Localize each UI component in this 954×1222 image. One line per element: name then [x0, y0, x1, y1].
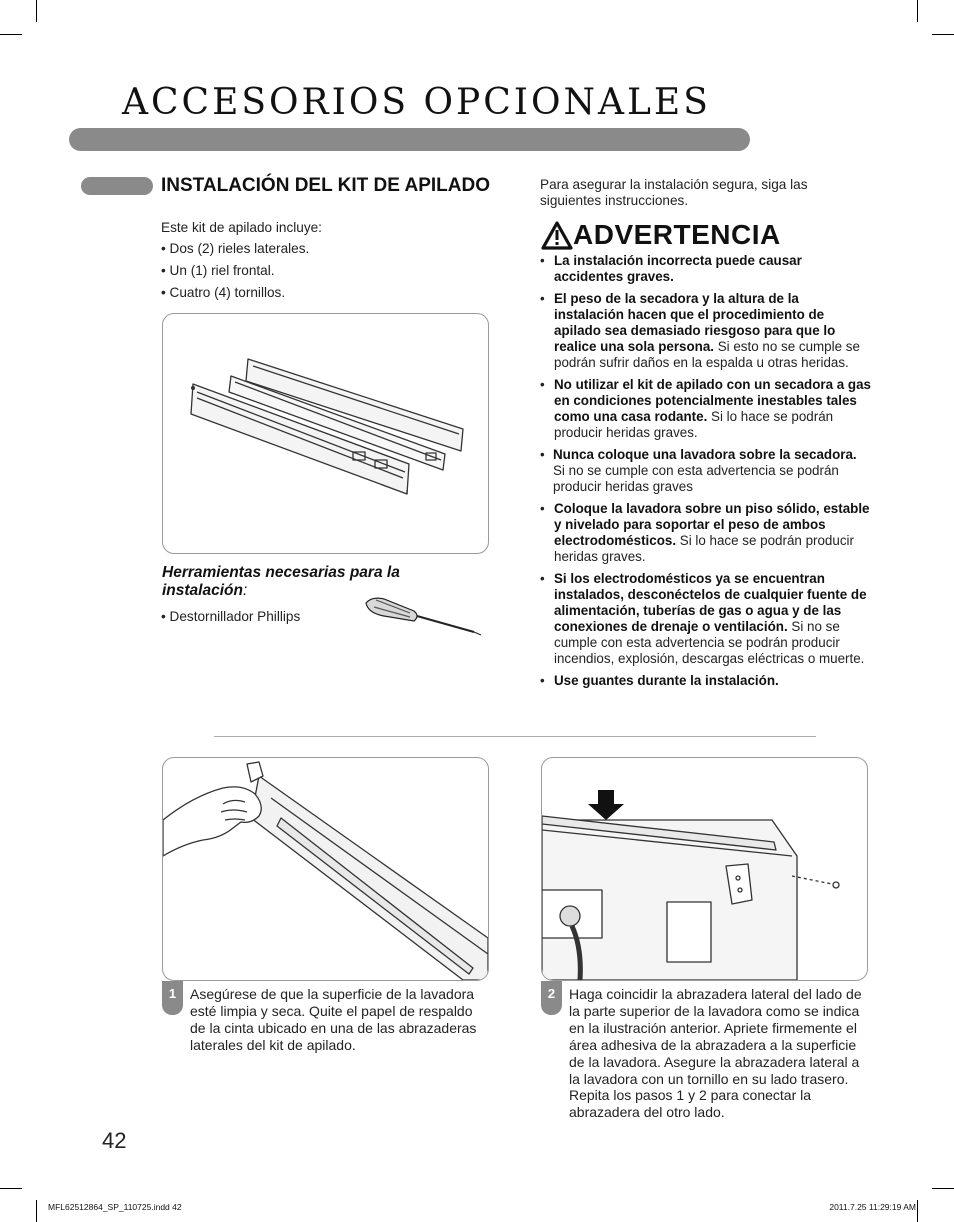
kit-illustration — [162, 313, 489, 554]
warning-item — [540, 501, 872, 565]
crop-mark — [36, 0, 37, 22]
step-1-badge: 1 — [162, 981, 183, 1015]
warning-triangle-icon — [541, 221, 573, 250]
warning-item-bold: La instalación incorrecta puede causar accidentes graves. — [554, 253, 802, 284]
crop-mark — [917, 1200, 918, 1222]
hand-rail-drawing — [163, 758, 488, 980]
bullet: • — [540, 447, 545, 462]
warning-item-text: Si lo hace se podrán producir heridas graves. — [554, 409, 834, 440]
warning-list — [540, 253, 872, 695]
warning-item — [540, 253, 872, 285]
warning-item-bold: El peso de la secadora y la altura de la instalación hacen que el procedimiento de apilado sea demasiado riesgoso para que lo realice una sola persona. — [554, 291, 836, 354]
bullet: • — [540, 673, 545, 688]
warning-title: ADVERTENCIA — [573, 219, 781, 250]
tools-heading-text: Herramientas necesarias para la instalación — [162, 564, 400, 599]
step-2-text: Haga coincidir la abrazadera lateral del lado de la parte superior de la lavadora como se indica en la ilustración anterior. Apriete firmemente el área adhesiva de la abrazadera a la superficie de la lavadora. Asegure la abrazadera lateral a la lavadora con un tornillo en su lado trasero. Repita los pasos 1 y 2 para conectar la abrazadera del otro lado. — [569, 986, 862, 1121]
page-title: ACCESORIOS OPCIONALES — [122, 82, 711, 123]
rails-drawing — [163, 314, 488, 553]
list-item: • Dos (2) rieles laterales. — [161, 241, 310, 256]
list-item: • Cuatro (4) tornillos. — [161, 285, 286, 300]
warning-item-bold: Coloque la lavadora sobre un piso sólido, estable y nivelado para soportar el peso de ambos electrodomésticos. — [554, 501, 870, 548]
bullet: • — [540, 291, 545, 306]
title-bar — [69, 128, 750, 151]
footer-timestamp: 2011.7.25 11:29:19 AM — [829, 1202, 916, 1212]
kit-items-list — [161, 241, 461, 307]
bullet: • — [540, 377, 545, 392]
step-1-illustration — [162, 757, 489, 981]
warning-item-bold: Nunca coloque una lavadora sobre la secadora. — [553, 447, 857, 462]
crop-mark — [932, 1188, 954, 1189]
section-divider — [214, 736, 816, 737]
crop-mark — [0, 1188, 22, 1189]
warning-item-text: Si no se cumple con esta advertencia se podrán producir incendios, explosión, descargas eléctricas o muerte. — [554, 619, 865, 666]
section-pill — [81, 177, 153, 195]
section-heading: INSTALACIÓN DEL KIT DE APILADO — [161, 175, 490, 196]
warning-item — [540, 291, 872, 371]
crop-mark — [36, 1200, 37, 1222]
step-2-badge: 2 — [541, 981, 562, 1015]
warning-item-text: Si lo hace se podrán producir heridas graves. — [554, 533, 854, 564]
bullet: • — [540, 253, 545, 268]
crop-mark — [0, 34, 22, 35]
tools-heading-colon: : — [242, 582, 248, 599]
warning-item-bold: No utilizar el kit de apilado con un secadora a gas en condiciones potencialmente inestables tales como una casa rodante. — [554, 377, 871, 424]
screwdriver-icon — [362, 594, 484, 640]
washer-bracket-drawing — [542, 758, 867, 980]
kit-intro: Este kit de apilado incluye: — [161, 220, 322, 235]
warning-item-bold: Use guantes durante la instalación. — [554, 673, 779, 688]
list-item: • Un (1) riel frontal. — [161, 263, 275, 278]
tool-item: • Destornillador Phillips — [161, 609, 301, 624]
bullet: • — [540, 571, 545, 586]
page-number: 42 — [102, 1128, 127, 1153]
step-1-text: Asegúrese de que la superficie de la lavadora esté limpia y seca. Quite el papel de respaldo de la cinta ubicado en una de las abrazaderas laterales del kit de apilado. — [190, 986, 477, 1053]
crop-mark — [917, 0, 918, 22]
footer-file: MFL62512864_SP_110725.indd 42 — [48, 1202, 182, 1212]
warning-item-text: Si no se cumple con esta advertencia se podrán producir heridas graves — [553, 463, 839, 494]
step-2-illustration — [541, 757, 868, 981]
crop-mark — [932, 34, 954, 35]
warning-intro: Para asegurar la instalación segura, siga las siguientes instrucciones. — [540, 177, 808, 209]
warning-heading — [541, 219, 781, 251]
warning-item — [540, 673, 872, 689]
warning-item — [540, 571, 872, 667]
warning-item — [540, 447, 872, 495]
warning-item-text: Si esto no se cumple se podrán sufrir daños en la espalda u otras heridas. — [554, 339, 860, 370]
warning-item — [540, 377, 872, 441]
bullet: • — [540, 501, 545, 516]
warning-item-bold: Si los electrodomésticos ya se encuentran instalados, desconéctelos de cualquier fuente de alimentación, tuberías de gas o agua y de las conexiones de drenaje o ventilación. — [554, 571, 867, 634]
